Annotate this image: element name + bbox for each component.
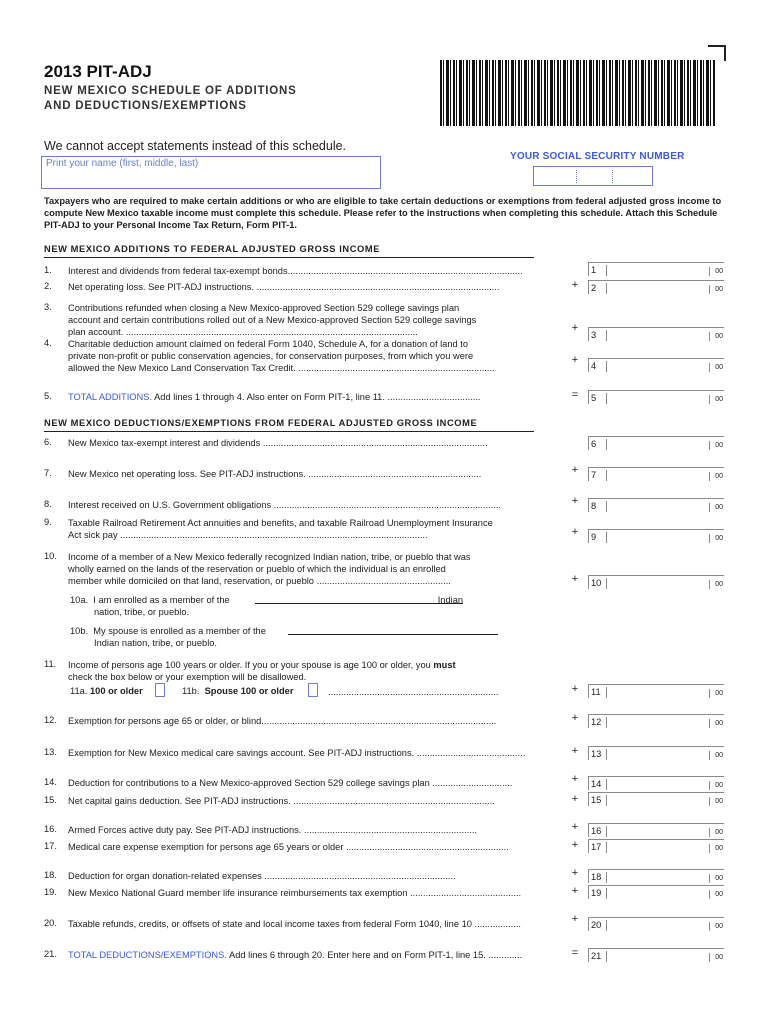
additions-section-header: NEW MEXICO ADDITIONS TO FEDERAL ADJUSTED GROSS INCOME: [44, 244, 381, 254]
instructions-paragraph: Taxpayers who are required to make certain additions or who are eligible to take certain deductions or exemptions from federal adjusted gross income to compute New Mexico taxable income must complete this schedule. Please refer to the instructions when completing this schedule. Attach this Schedule PIT-ADJ to your Personal Income Tax Return, Form PIT-1.: [44, 196, 722, 230]
ssn-field[interactable]: [533, 166, 653, 186]
form-subtitle: [44, 84, 297, 114]
line-5-text: TOTAL ADDITIONS. Add lines 1 through 4. Also enter on Form PIT-1, line 11. ....................................: [68, 392, 481, 402]
plus-sign: +: [571, 322, 579, 334]
plus-sign: +: [571, 573, 579, 585]
line-number: 6.: [44, 437, 52, 447]
line-7-text: New Mexico net operating loss. See PIT-ADJ instructions. ...................................................................: [68, 469, 482, 479]
line-number: 1.: [44, 265, 52, 275]
line-number: 15.: [44, 795, 57, 805]
subtitle-line-1: NEW MEXICO SCHEDULE OF ADDITIONS: [44, 85, 297, 97]
line-number: 13.: [44, 747, 57, 757]
line-9-text: Taxable Railroad Retirement Act annuities and benefits, and taxable Railroad Unemployment Insurance Act sick pay .......................................................................................................................: [68, 518, 493, 540]
line-1-text: Interest and dividends from federal tax-exempt bonds...........................................................................................: [68, 266, 523, 276]
plus-sign: +: [571, 773, 579, 785]
line-number: 7.: [44, 468, 52, 478]
plus-sign: +: [571, 464, 579, 476]
name-field[interactable]: [41, 156, 381, 189]
plus-sign: +: [571, 526, 579, 538]
corner-mark: [708, 45, 726, 61]
line-4-amount[interactable]: 4 00: [588, 358, 724, 372]
line-8-amount[interactable]: 8 00: [588, 498, 724, 512]
name-placeholder: Print your name (first, middle, last): [46, 158, 199, 169]
line-number: 2.: [44, 281, 52, 291]
line-8-text: Interest received on U.S. Government obligations ........................................................................................: [68, 500, 501, 510]
line-6-amount[interactable]: 6 00: [588, 436, 724, 450]
line-number: 20.: [44, 918, 57, 928]
line-number: 10.: [44, 551, 57, 561]
line-number: 9.: [44, 517, 52, 527]
subtitle-line-2: AND DEDUCTIONS/EXEMPTIONS: [44, 100, 247, 112]
line-2-text: Net operating loss. See PIT-ADJ instructions. ..............................................................................................: [68, 282, 500, 292]
line-10a-text: 10a. I am enrolled as a member of the Indian nation, tribe, or pueblo.: [70, 595, 464, 617]
line-number: 5.: [44, 391, 52, 401]
line-number: 14.: [44, 777, 57, 787]
line-number: 11.: [44, 659, 57, 669]
line-9-amount[interactable]: 9 00: [588, 529, 724, 543]
line-number: 8.: [44, 499, 52, 509]
line-19-amount[interactable]: 19 00: [588, 885, 724, 899]
line-number: 18.: [44, 870, 57, 880]
section-divider: [44, 431, 534, 432]
line-number: 12.: [44, 715, 57, 725]
no-statements-note: We cannot accept statements instead of this schedule.: [44, 139, 347, 153]
plus-sign: +: [571, 712, 579, 724]
checkbox-11b[interactable]: [308, 683, 318, 697]
line-1-amount[interactable]: 1 00: [588, 262, 724, 276]
line-10b-text: 10b. My spouse is enrolled as a member of the Indian nation, tribe, or pueblo.: [70, 626, 266, 648]
plus-sign: +: [571, 839, 579, 851]
plus-sign: +: [571, 821, 579, 833]
line-number: 21.: [44, 949, 57, 959]
line-5-amount[interactable]: 5 00: [588, 390, 724, 404]
line-13-text: Exemption for New Mexico medical care savings account. See PIT-ADJ instructions. ..........................................: [68, 748, 526, 758]
line-13-amount[interactable]: 13 00: [588, 746, 724, 760]
line-15-text: Net capital gains deduction. See PIT-ADJ instructions. ..............................................................................: [68, 796, 495, 806]
line-number: 17.: [44, 841, 57, 851]
line-6-text: New Mexico tax-exempt interest and dividends .......................................................................................: [68, 438, 488, 448]
line-17-amount[interactable]: 17 00: [588, 839, 724, 853]
ssn-separator: [612, 170, 613, 183]
ssn-label: YOUR SOCIAL SECURITY NUMBER: [510, 151, 685, 162]
line-20-amount[interactable]: 20 00: [588, 917, 724, 931]
deductions-section-header: NEW MEXICO DEDUCTIONS/EXEMPTIONS FROM FEDERAL ADJUSTED GROSS INCOME: [44, 418, 478, 428]
line-2-amount[interactable]: 2 00: [588, 280, 724, 294]
section-divider: [44, 257, 534, 258]
line-12-amount[interactable]: 12 00: [588, 714, 724, 728]
line-21-text: TOTAL DEDUCTIONS/EXEMPTIONS. Add lines 6 through 20. Enter here and on Form PIT-1, line 15. .............: [68, 950, 523, 960]
plus-sign: +: [571, 495, 579, 507]
line-10-amount[interactable]: 10 00: [588, 575, 724, 589]
line-11-dots: ..................................................................: [328, 687, 499, 697]
line-19-text: New Mexico National Guard member life insurance reimbursements tax exemption ...........................................: [68, 888, 522, 898]
line-11-checkboxes: 11a. 100 or older: [70, 686, 143, 696]
line-3-text: Contributions refunded when closing a New Mexico-approved Section 529 college savings plan account and certain contributions rolled out of a New Mexico-approved Section 529 college savings plan account. .................................................................................................................: [68, 303, 477, 337]
line-16-text: Armed Forces active duty pay. See PIT-ADJ instructions. ...................................................................: [68, 825, 478, 835]
line-18-text: Deduction for organ donation-related expenses ..........................................................................: [68, 871, 456, 881]
line-10b-tribe-field[interactable]: [288, 634, 498, 635]
ssn-separator: [576, 170, 577, 183]
plus-sign: +: [571, 354, 579, 366]
plus-sign: +: [571, 913, 579, 925]
line-15-amount[interactable]: 15 00: [588, 792, 724, 806]
line-11-text: Income of persons age 100 years or older. If you or your spouse is age 100 or older, you must check the box below or your exemption will be disallowed.: [68, 660, 456, 682]
line-4-text: Charitable deduction amount claimed on federal Form 1040, Schedule A, for a donation of land to private non-profit or public conservation agencies, for conservation purposes, from which you were allowed the New Mexico Land Conservation Tax Credit. ............................................................................: [68, 339, 495, 373]
line-14-amount[interactable]: 14 00: [588, 776, 724, 790]
line-14-text: Deduction for contributions to a New Mexico-approved Section 529 college savings plan ...............................: [68, 778, 513, 788]
plus-sign: +: [571, 745, 579, 757]
line-16-amount[interactable]: 16 00: [588, 823, 724, 837]
plus-sign: +: [571, 793, 579, 805]
line-10a-tribe-field[interactable]: [255, 603, 463, 604]
plus-sign: +: [571, 683, 579, 695]
barcode-image: [440, 60, 716, 126]
line-20-text: Taxable refunds, credits, or offsets of state and local income taxes from federal Form 1040, line 10 ..................: [68, 919, 522, 929]
line-11b-label: 11b. Spouse 100 or older: [182, 686, 294, 696]
line-7-amount[interactable]: 7 00: [588, 467, 724, 481]
line-18-amount[interactable]: 18 00: [588, 869, 724, 883]
checkbox-11a[interactable]: [155, 683, 165, 697]
plus-sign: +: [571, 279, 579, 291]
form-title: 2013 PIT-ADJ: [44, 62, 152, 81]
plus-sign: +: [571, 867, 579, 879]
line-11-amount[interactable]: 11 00: [588, 684, 724, 698]
line-number: 3.: [44, 302, 52, 312]
line-3-amount[interactable]: 3 00: [588, 327, 724, 341]
line-number: 16.: [44, 824, 57, 834]
line-10-text: Income of a member of a New Mexico federally recognized Indian nation, tribe, or pueblo that was wholly earned on the lands of the reservation or pueblo of which the individual is an enrolled member while domiciled on that land, reservation, or pueblo ....................................................: [68, 552, 471, 586]
line-number: 4.: [44, 338, 52, 348]
line-21-amount[interactable]: 21 00: [588, 948, 724, 962]
equals-sign: =: [571, 947, 579, 959]
equals-sign: =: [571, 389, 579, 401]
line-17-text: Medical care expense exemption for persons age 65 years or older ...............................................................: [68, 842, 509, 852]
line-number: 19.: [44, 887, 57, 897]
line-12-text: Exemption for persons age 65 or older, or blind...........................................................................................: [68, 716, 497, 726]
plus-sign: +: [571, 885, 579, 897]
